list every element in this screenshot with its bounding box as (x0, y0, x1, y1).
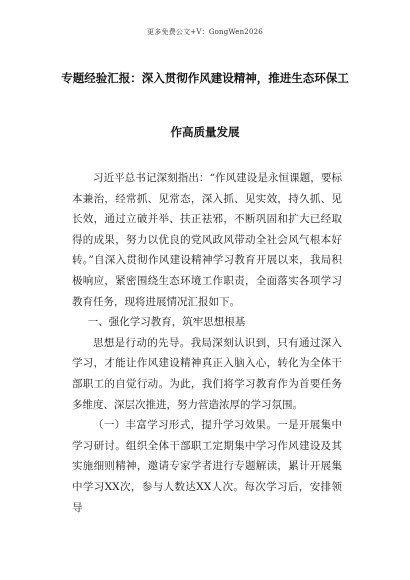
document-body (72, 168, 342, 518)
paragraph-subsection-1: （一）丰富学习形式，提升学习效果。一是开展集中学习研讨。组织全体干部职工定期集中学习作风建设及其实施细则精神，邀请专家学者进行专题解读，累计开展集中学习XX次，参与人数达XX人次。每次学习后，安排领导 (72, 419, 342, 514)
document-title-line-1: 专题经验汇报：深入贯彻作风建设精神，推进生态环保工 (61, 71, 349, 85)
section-heading: 一、强化学习教育，筑牢思想根基 (87, 316, 246, 329)
document-title-line-2: 作高质量发展 (170, 125, 240, 139)
paragraph-thought: 思想是行动的先导。我局深刻认识到，只有通过深入学习，才能让作风建设精神真正入脑入心，转化为全体干部职工的自觉行动。为此，我们将学习教育作为首要任务多维度、深层次推进，努力营造浓厚的学习氛围。 (72, 336, 342, 411)
paragraph-intro: 习近平总书记深刻指出：“作风建设是永恒课题，要标本兼治，经常抓、见常态，深入抓、见实效，持久抓、见长效，通过立破并举、扶正祛邪，不断巩固和扩大已经取得的成果，努力以优良的党风政风带动全社会风气根本好转。”自深入贯彻作风建设精神学习教育开展以来，我局积极响应，紧密围绕生态环境工作职责，全面落实各项学习教育任务，现将进展情况汇报如下。 (72, 172, 342, 308)
header-note: 更多免费公文+V：GongWen2026 (147, 28, 263, 36)
